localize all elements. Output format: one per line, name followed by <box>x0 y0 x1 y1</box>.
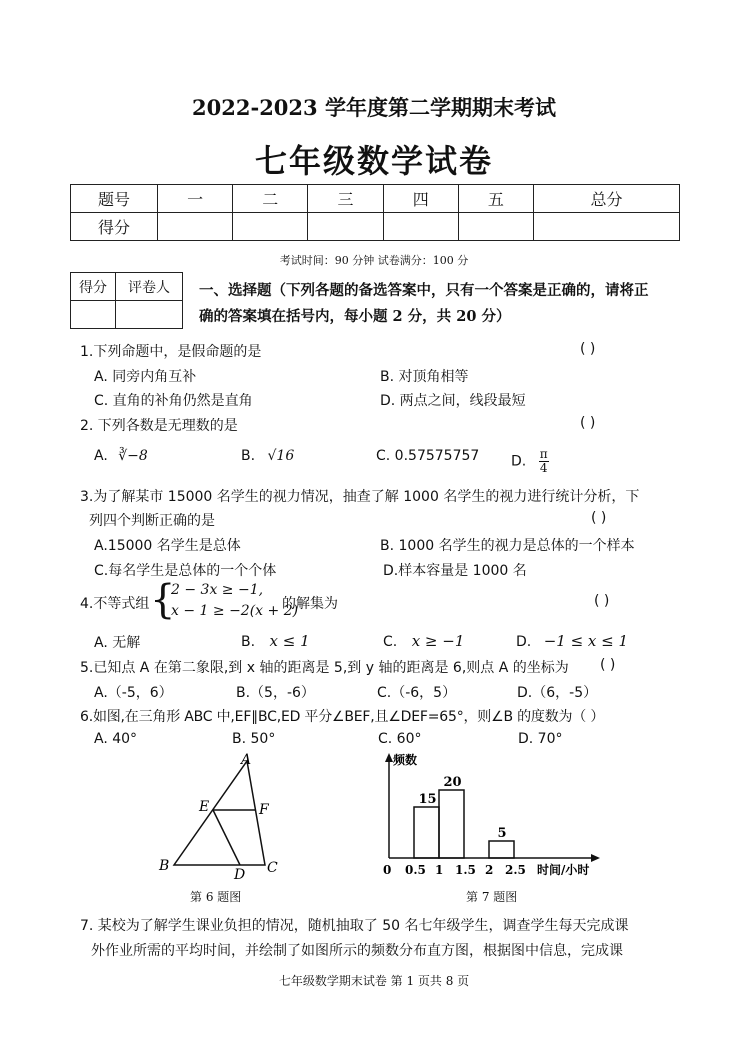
grader-score-label: 得分 <box>71 273 116 301</box>
bar-value-label: 5 <box>497 826 507 841</box>
section-heading-line2: 确的答案填在括号内，每小题 2 分，共 20 分） <box>199 308 511 325</box>
score-cell: 一 <box>158 185 233 213</box>
score-cell: 五 <box>458 185 533 213</box>
q4-option-d[interactable] <box>516 632 628 650</box>
q4-system-line2: x − 1 ≥ −2(x + 2) <box>171 603 299 619</box>
q4-option-a[interactable]: A. 无解 <box>94 635 141 651</box>
figure-7-histogram <box>370 750 610 880</box>
score-cell: 三 <box>308 185 383 213</box>
x-tick-label: 2 <box>485 863 494 877</box>
fraction-denominator: 4 <box>539 461 548 475</box>
score-input-cell[interactable] <box>308 213 383 241</box>
exam-title: 2022-2023 学年度第二学期期末考试 <box>192 95 556 120</box>
x-tick-label: 2.5 <box>505 863 526 877</box>
q3-stem-line2: 列四个判断正确的是 <box>89 513 215 529</box>
bar-value-label: 15 <box>418 792 437 807</box>
score-cell: 四 <box>383 185 458 213</box>
q5-option-d[interactable]: D.（6，-5） <box>517 685 598 701</box>
x-origin-label: 0 <box>383 863 392 877</box>
score-table-score-row <box>71 213 680 241</box>
score-input-cell[interactable] <box>158 213 233 241</box>
q3-option-c[interactable]: C.每名学生是总体的一个个体 <box>94 563 277 579</box>
grader-label: 评卷人 <box>116 273 183 301</box>
q3-option-d[interactable]: D.样本容量是 1000 名 <box>383 563 527 579</box>
q6-stem: 6.如图,在三角形 ABC 中,EF∥BC,ED 平分∠BEF,且∠DEF=65°，则∠B 的度数为（ ） <box>80 709 605 725</box>
q5-stem: 5.已知点 A 在第二象限,到 x 轴的距离是 5,到 y 轴的距离是 6,则点 A 的坐标为 <box>80 660 569 676</box>
q6-option-b[interactable]: B. 50° <box>232 731 276 747</box>
q1-answer-paren[interactable]: ( ) <box>580 341 596 357</box>
x-tick-label: 1 <box>435 863 444 877</box>
q2-option-a[interactable] <box>94 448 148 464</box>
vertex-label-b: B <box>159 858 170 874</box>
option-label: D. <box>516 634 532 650</box>
system-brace: { <box>150 577 176 623</box>
option-label: D. <box>511 453 527 470</box>
q6-option-d[interactable]: D. 70° <box>518 731 563 747</box>
score-table <box>70 184 680 241</box>
triangle-abc <box>174 761 265 865</box>
point-label-e: E <box>199 799 210 815</box>
vertex-label-a: A <box>241 752 252 768</box>
option-value: −1 ≤ x ≤ 1 <box>543 632 629 650</box>
score-cell: 二 <box>233 185 308 213</box>
q2-stem: 2. 下列各数是无理数的是 <box>80 418 238 434</box>
q2-option-b[interactable] <box>241 448 294 464</box>
option-value: ∛−8 <box>118 448 148 464</box>
score-cell: 题号 <box>71 185 158 213</box>
score-input-cell[interactable] <box>534 213 680 241</box>
option-value: x ≥ −1 <box>411 632 465 650</box>
score-input-cell[interactable] <box>383 213 458 241</box>
q3-answer-paren[interactable]: ( ) <box>591 510 607 526</box>
option-label: C. <box>383 634 398 650</box>
y-axis-arrow <box>385 753 393 762</box>
y-axis-label: 频数 <box>393 753 418 767</box>
histogram-bar <box>439 790 464 858</box>
figure-6-triangle <box>150 752 290 882</box>
histogram-bar <box>414 807 439 858</box>
x-axis-arrow <box>591 854 600 862</box>
q5-option-a[interactable]: A.（-5，6） <box>94 685 173 701</box>
point-label-d: D <box>234 867 246 882</box>
q4-answer-paren[interactable]: ( ) <box>594 593 610 609</box>
point-label-f: F <box>259 802 269 818</box>
q1-stem: 1.下列命题中，是假命题的是 <box>80 344 262 360</box>
x-tick-label: 1.5 <box>455 863 476 877</box>
score-cell: 得分 <box>71 213 158 241</box>
fraction <box>539 448 549 475</box>
grader-name-cell[interactable] <box>116 301 183 329</box>
q4-option-c[interactable] <box>383 632 464 650</box>
q4-system-line1: 2 − 3x ≥ −1, <box>171 582 264 598</box>
q3-option-a[interactable]: A.15000 名学生是总体 <box>94 538 241 554</box>
q6-option-c[interactable]: C. 60° <box>378 731 422 747</box>
score-input-cell[interactable] <box>233 213 308 241</box>
x-axis-label: 时间/小时 <box>537 863 590 877</box>
q1-option-c[interactable]: C. 直角的补角仍然是直角 <box>94 393 253 409</box>
q2-option-c[interactable]: C. 0.57575757 <box>376 448 480 464</box>
option-label: B. <box>241 634 256 650</box>
q5-option-b[interactable]: B.（5，-6） <box>236 685 315 701</box>
option-value: √16 <box>267 448 295 464</box>
histogram-bar <box>489 841 514 858</box>
bar-value-label: 20 <box>443 775 462 790</box>
q1-option-d[interactable]: D. 两点之间，线段最短 <box>380 393 526 409</box>
q3-option-b[interactable]: B. 1000 名学生的视力是总体的一个样本 <box>380 538 635 554</box>
q4-stem-post: 的解集为 <box>282 596 338 612</box>
exam-info: 考试时间：90 分钟 试卷满分：100 分 <box>279 254 469 267</box>
figure-7-caption: 第 7 题图 <box>466 890 518 904</box>
q3-stem-line1: 3.为了解某市 15000 名学生的视力情况，抽查了解 1000 名学生的视力进行统计分析，下 <box>80 489 640 505</box>
q2-option-d[interactable] <box>511 448 549 475</box>
option-value: x ≤ 1 <box>269 632 310 650</box>
score-input-cell[interactable] <box>458 213 533 241</box>
q7-stem-line1: 7. 某校为了解学生课业负担的情况，随机抽取了 50 名七年级学生，调查学生每天完成课 <box>80 918 629 934</box>
q7-stem-line2: 外作业所需的平均时间，并绘制了如图所示的频数分布直方图，根据图中信息，完成课 <box>91 943 623 959</box>
q2-answer-paren[interactable]: ( ) <box>580 415 596 431</box>
page-footer: 七年级数学期末试卷 第 1 页共 8 页 <box>278 974 470 988</box>
option-label: B. <box>241 448 256 464</box>
score-table-header-row <box>71 185 680 213</box>
q6-option-a[interactable]: A. 40° <box>94 731 138 747</box>
figure-6-caption: 第 6 题图 <box>190 890 242 904</box>
paper-title: 七年级数学试卷 <box>254 142 493 180</box>
q4-option-b[interactable] <box>241 632 310 650</box>
fraction-numerator: π <box>539 447 548 461</box>
option-label: A. <box>94 448 108 464</box>
segment-ed <box>213 810 240 865</box>
vertex-label-c: C <box>267 860 278 876</box>
q1-option-b[interactable]: B. 对顶角相等 <box>380 369 469 385</box>
grader-score-cell[interactable] <box>71 301 116 329</box>
q1-option-a[interactable]: A. 同旁内角互补 <box>94 369 197 385</box>
section-heading-line1: 一、选择题（下列各题的备选答案中，只有一个答案是正确的，请将正 <box>199 282 649 299</box>
score-cell: 总分 <box>534 185 680 213</box>
grader-table <box>70 272 183 329</box>
q5-option-c[interactable]: C.（-6，5） <box>377 685 457 701</box>
q5-answer-paren[interactable]: ( ) <box>600 657 616 673</box>
x-tick-label: 0.5 <box>405 863 426 877</box>
q4-stem-pre: 4.不等式组 <box>80 596 150 612</box>
